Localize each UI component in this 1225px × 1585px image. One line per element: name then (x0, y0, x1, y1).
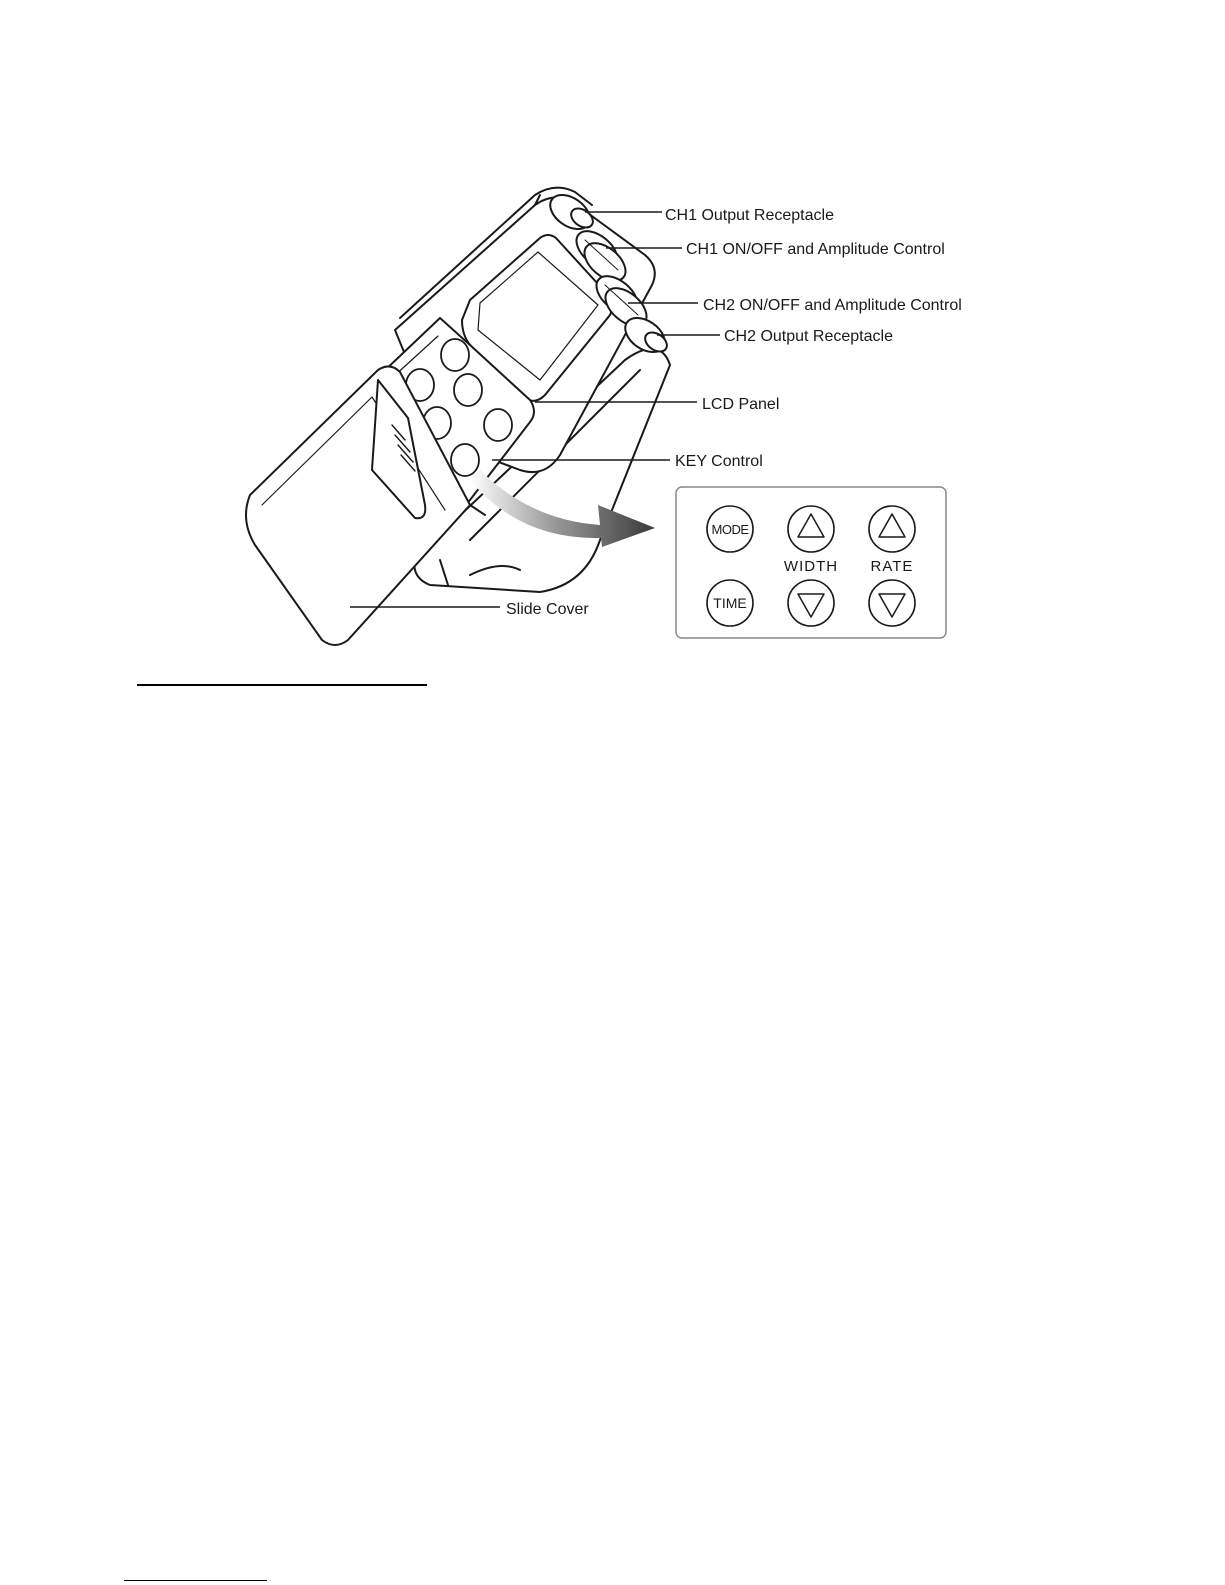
width-down-button (788, 580, 834, 626)
rate-up-button (869, 506, 915, 552)
time-button-label: TIME (713, 595, 747, 611)
key-panel-detail (676, 487, 946, 638)
callout-key-control: KEY Control (675, 453, 763, 470)
callout-ch2-amplitude-control: CH2 ON/OFF and Amplitude Control (703, 297, 962, 314)
callout-ch2-output-receptacle: CH2 Output Receptacle (724, 328, 893, 345)
callout-ch1-amplitude-control: CH1 ON/OFF and Amplitude Control (686, 241, 945, 258)
callout-ch1-output-receptacle: CH1 Output Receptacle (665, 207, 834, 224)
width-up-button (788, 506, 834, 552)
rate-label: RATE (870, 558, 914, 575)
section-heading-underline (137, 684, 427, 686)
rate-down-button (869, 580, 915, 626)
footnote-separator (124, 1580, 267, 1581)
width-label: WIDTH (783, 558, 839, 575)
time-button (707, 580, 753, 626)
mode-button (707, 506, 753, 552)
device-illustration (246, 188, 671, 645)
callout-lcd-panel: LCD Panel (702, 396, 780, 413)
callout-slide-cover: Slide Cover (506, 601, 589, 618)
mode-button-label: MODE (711, 522, 749, 537)
